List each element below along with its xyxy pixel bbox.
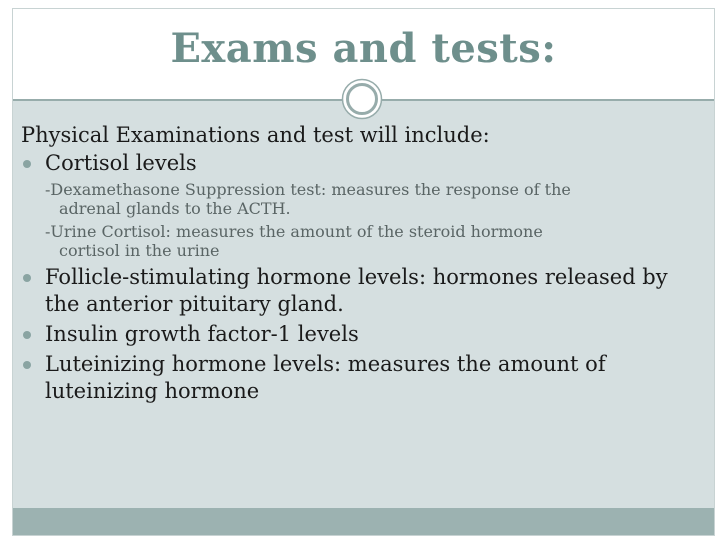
circle-ornament-icon [341, 78, 383, 120]
sub-item-line: cortisol in the urine [59, 241, 220, 260]
bullet-item-fsh [21, 264, 701, 318]
slide-title: Exams and tests: [170, 25, 557, 72]
sub-item-line: adrenal glands to the ACTH. [59, 199, 291, 218]
bullet-dot-icon [23, 361, 31, 369]
bullet-text: Luteinizing hormone levels: measures the amount of luteinizing hormone [45, 352, 606, 403]
sub-item-urine-cortisol [21, 222, 701, 260]
slide-body [21, 122, 701, 408]
footer-band [13, 508, 714, 535]
bullet-text: Follicle-stimulating hormone levels: hormones released by the anterior pituitary gland. [45, 265, 668, 316]
bullet-item-igf1 [21, 321, 701, 348]
sub-item-line: -Dexamethasone Suppression test: measures the response of the [45, 180, 571, 199]
bullet-dot-icon [23, 160, 31, 168]
bullet-item-lh [21, 351, 701, 405]
intro-text: Physical Examinations and test will include: [21, 123, 490, 147]
bullet-text: Cortisol levels [45, 151, 197, 175]
sub-item-line: -Urine Cortisol: measures the amount of the steroid hormone [45, 222, 543, 241]
bullet-dot-icon [23, 331, 31, 339]
bullet-dot-icon [23, 274, 31, 282]
bullet-text: Insulin growth factor-1 levels [45, 322, 359, 346]
bullet-item-cortisol [21, 150, 701, 177]
sub-item-dexamethasone [21, 180, 701, 218]
